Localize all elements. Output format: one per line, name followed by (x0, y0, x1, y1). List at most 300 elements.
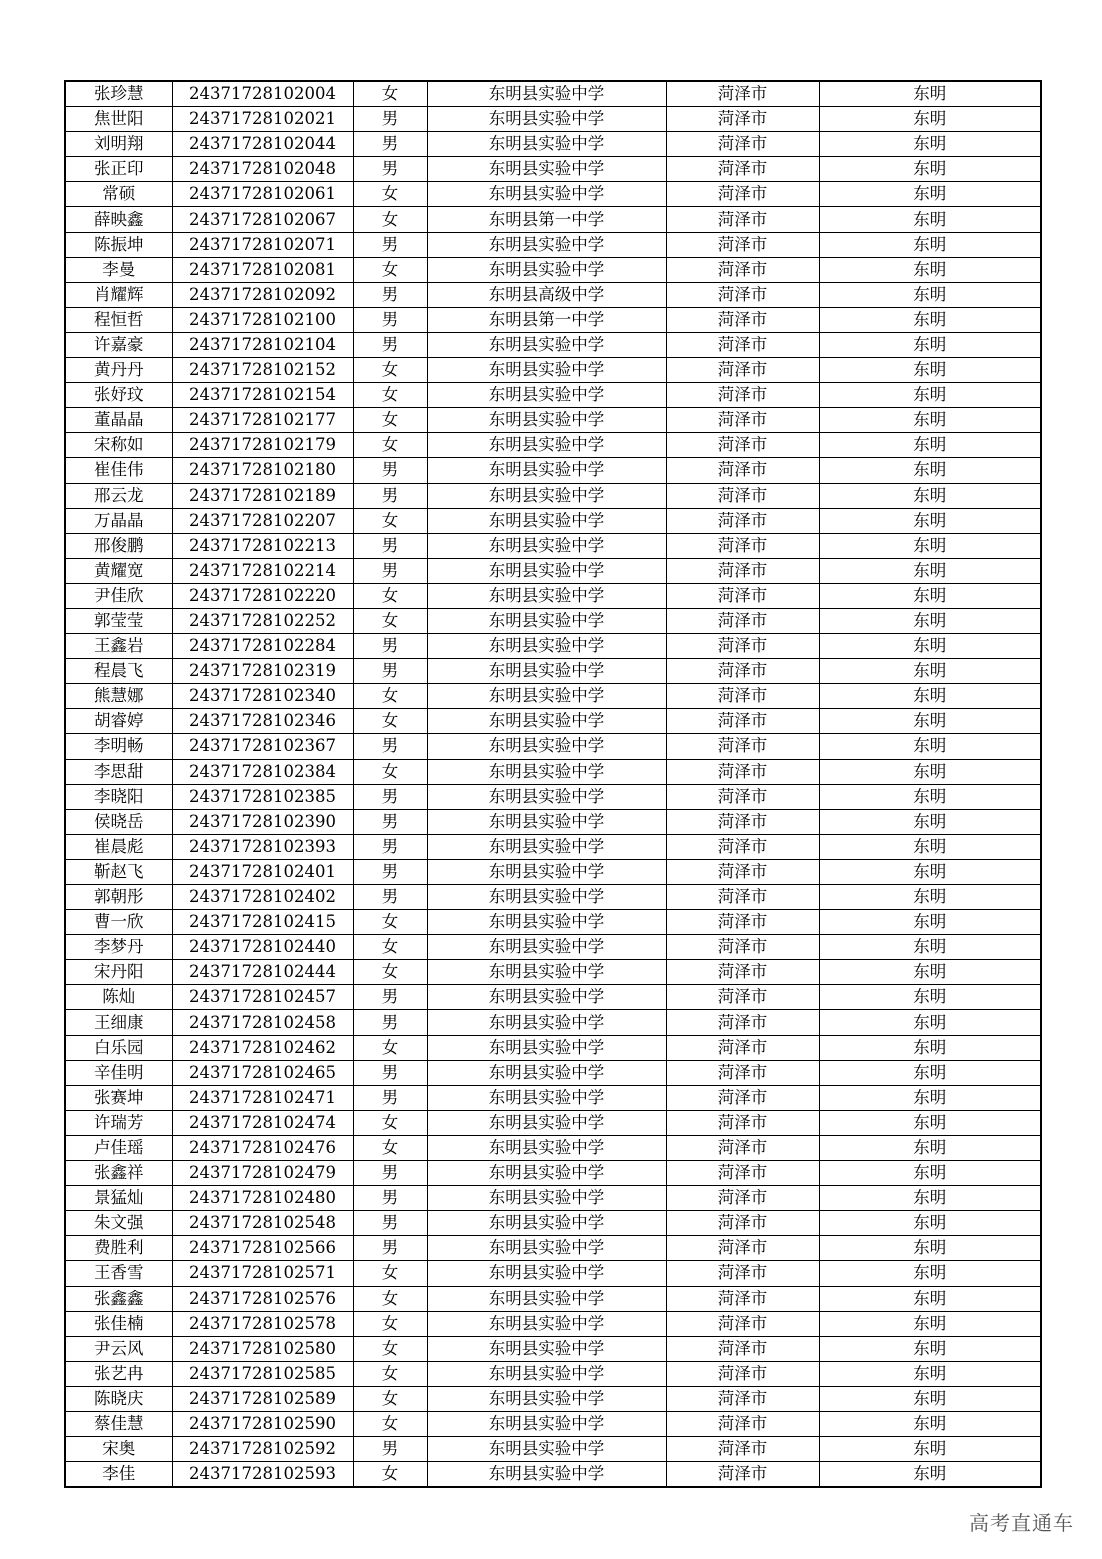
county-cell: 东明 (819, 132, 1041, 157)
county-cell: 东明 (819, 734, 1041, 759)
name-cell: 张鑫鑫 (65, 1286, 172, 1311)
gender-cell: 男 (353, 1211, 427, 1236)
gender-cell: 男 (353, 107, 427, 132)
city-cell: 菏泽市 (666, 332, 819, 357)
name-cell: 程晨飞 (65, 659, 172, 684)
gender-cell: 男 (353, 1060, 427, 1085)
name-cell: 曹一欣 (65, 910, 172, 935)
city-cell: 菏泽市 (666, 533, 819, 558)
county-cell: 东明 (819, 307, 1041, 332)
school-cell: 东明县实验中学 (427, 859, 666, 884)
county-cell: 东明 (819, 1261, 1041, 1286)
name-cell: 李晓阳 (65, 784, 172, 809)
gender-cell: 女 (353, 383, 427, 408)
gender-cell: 女 (353, 935, 427, 960)
county-cell: 东明 (819, 659, 1041, 684)
table-row (65, 1085, 1041, 1110)
school-cell: 东明县实验中学 (427, 1186, 666, 1211)
exam-number-cell: 24371728102476 (172, 1135, 353, 1160)
county-cell: 东明 (819, 1135, 1041, 1160)
name-cell: 黄丹丹 (65, 358, 172, 383)
student-list-table (64, 80, 1042, 1488)
exam-number-cell: 24371728102367 (172, 734, 353, 759)
city-cell: 菏泽市 (666, 834, 819, 859)
table-row (65, 608, 1041, 633)
gender-cell: 男 (353, 558, 427, 583)
city-cell: 菏泽市 (666, 1261, 819, 1286)
city-cell: 菏泽市 (666, 1161, 819, 1186)
county-cell: 东明 (819, 1211, 1041, 1236)
table-row (65, 1462, 1041, 1488)
school-cell: 东明县实验中学 (427, 1386, 666, 1411)
gender-cell: 女 (353, 257, 427, 282)
city-cell: 菏泽市 (666, 1110, 819, 1135)
table-row (65, 809, 1041, 834)
gender-cell: 男 (353, 784, 427, 809)
gender-cell: 女 (353, 960, 427, 985)
exam-number-cell: 24371728102580 (172, 1336, 353, 1361)
school-cell: 东明县实验中学 (427, 885, 666, 910)
name-cell: 薛映鑫 (65, 207, 172, 232)
city-cell: 菏泽市 (666, 985, 819, 1010)
table-row (65, 282, 1041, 307)
name-cell: 宋称如 (65, 433, 172, 458)
school-cell: 东明县实验中学 (427, 659, 666, 684)
city-cell: 菏泽市 (666, 1361, 819, 1386)
city-cell: 菏泽市 (666, 182, 819, 207)
exam-number-cell: 24371728102401 (172, 859, 353, 884)
school-cell: 东明县实验中学 (427, 1010, 666, 1035)
city-cell: 菏泽市 (666, 207, 819, 232)
school-cell: 东明县实验中学 (427, 383, 666, 408)
gender-cell: 男 (353, 885, 427, 910)
city-cell: 菏泽市 (666, 784, 819, 809)
table-row (65, 1311, 1041, 1336)
name-cell: 张妤玟 (65, 383, 172, 408)
table-row (65, 759, 1041, 784)
county-cell: 东明 (819, 257, 1041, 282)
gender-cell: 男 (353, 634, 427, 659)
table-row (65, 834, 1041, 859)
exam-number-cell: 24371728102004 (172, 81, 353, 107)
county-cell: 东明 (819, 1386, 1041, 1411)
name-cell: 陈振坤 (65, 232, 172, 257)
gender-cell: 男 (353, 985, 427, 1010)
county-cell: 东明 (819, 458, 1041, 483)
school-cell: 东明县实验中学 (427, 834, 666, 859)
gender-cell: 女 (353, 910, 427, 935)
school-cell: 东明县实验中学 (427, 433, 666, 458)
city-cell: 菏泽市 (666, 885, 819, 910)
county-cell: 东明 (819, 1010, 1041, 1035)
county-cell: 东明 (819, 1110, 1041, 1135)
gender-cell: 男 (353, 1085, 427, 1110)
county-cell: 东明 (819, 383, 1041, 408)
gender-cell: 女 (353, 207, 427, 232)
table-body (65, 81, 1041, 1487)
exam-number-cell: 24371728102457 (172, 985, 353, 1010)
table-row (65, 232, 1041, 257)
table-row (65, 1386, 1041, 1411)
name-cell: 宋奥 (65, 1437, 172, 1462)
gender-cell: 男 (353, 859, 427, 884)
table-row (65, 107, 1041, 132)
name-cell: 程恒哲 (65, 307, 172, 332)
city-cell: 菏泽市 (666, 282, 819, 307)
gender-cell: 女 (353, 1386, 427, 1411)
county-cell: 东明 (819, 1085, 1041, 1110)
name-cell: 陈灿 (65, 985, 172, 1010)
table-row (65, 483, 1041, 508)
county-cell: 东明 (819, 558, 1041, 583)
name-cell: 张艺冉 (65, 1361, 172, 1386)
exam-number-cell: 24371728102390 (172, 809, 353, 834)
gender-cell: 男 (353, 1236, 427, 1261)
exam-number-cell: 24371728102585 (172, 1361, 353, 1386)
school-cell: 东明县实验中学 (427, 1437, 666, 1462)
county-cell: 东明 (819, 960, 1041, 985)
school-cell: 东明县实验中学 (427, 358, 666, 383)
county-cell: 东明 (819, 809, 1041, 834)
city-cell: 菏泽市 (666, 1085, 819, 1110)
gender-cell: 女 (353, 1035, 427, 1060)
gender-cell: 男 (353, 157, 427, 182)
county-cell: 东明 (819, 935, 1041, 960)
table-row (65, 1186, 1041, 1211)
county-cell: 东明 (819, 1462, 1041, 1488)
county-cell: 东明 (819, 332, 1041, 357)
county-cell: 东明 (819, 1060, 1041, 1085)
exam-number-cell: 24371728102571 (172, 1261, 353, 1286)
exam-number-cell: 24371728102319 (172, 659, 353, 684)
school-cell: 东明县实验中学 (427, 960, 666, 985)
name-cell: 尹云风 (65, 1336, 172, 1361)
city-cell: 菏泽市 (666, 935, 819, 960)
gender-cell: 男 (353, 809, 427, 834)
exam-number-cell: 24371728102444 (172, 960, 353, 985)
exam-number-cell: 24371728102284 (172, 634, 353, 659)
exam-number-cell: 24371728102566 (172, 1236, 353, 1261)
gender-cell: 女 (353, 709, 427, 734)
table-row (65, 709, 1041, 734)
school-cell: 东明县实验中学 (427, 1085, 666, 1110)
city-cell: 菏泽市 (666, 1135, 819, 1160)
county-cell: 东明 (819, 182, 1041, 207)
city-cell: 菏泽市 (666, 1060, 819, 1085)
table-row (65, 332, 1041, 357)
county-cell: 东明 (819, 859, 1041, 884)
gender-cell: 女 (353, 1411, 427, 1436)
name-cell: 李佳 (65, 1462, 172, 1488)
county-cell: 东明 (819, 508, 1041, 533)
city-cell: 菏泽市 (666, 759, 819, 784)
exam-number-cell: 24371728102393 (172, 834, 353, 859)
school-cell: 东明县实验中学 (427, 608, 666, 633)
exam-number-cell: 24371728102340 (172, 684, 353, 709)
school-cell: 东明县实验中学 (427, 508, 666, 533)
name-cell: 熊慧娜 (65, 684, 172, 709)
table-row (65, 1437, 1041, 1462)
school-cell: 东明县实验中学 (427, 1161, 666, 1186)
name-cell: 王香雪 (65, 1261, 172, 1286)
school-cell: 东明县实验中学 (427, 634, 666, 659)
gender-cell: 男 (353, 734, 427, 759)
city-cell: 菏泽市 (666, 1462, 819, 1488)
table-row (65, 81, 1041, 107)
exam-number-cell: 24371728102061 (172, 182, 353, 207)
name-cell: 许瑞芳 (65, 1110, 172, 1135)
name-cell: 李梦丹 (65, 935, 172, 960)
name-cell: 辛佳明 (65, 1060, 172, 1085)
exam-number-cell: 24371728102593 (172, 1462, 353, 1488)
table-row (65, 1010, 1041, 1035)
table-row (65, 157, 1041, 182)
school-cell: 东明县实验中学 (427, 1411, 666, 1436)
county-cell: 东明 (819, 1186, 1041, 1211)
exam-number-cell: 24371728102590 (172, 1411, 353, 1436)
exam-number-cell: 24371728102220 (172, 583, 353, 608)
table-row (65, 433, 1041, 458)
school-cell: 东明县实验中学 (427, 1060, 666, 1085)
school-cell: 东明县实验中学 (427, 483, 666, 508)
city-cell: 菏泽市 (666, 157, 819, 182)
exam-number-cell: 24371728102067 (172, 207, 353, 232)
table-row (65, 533, 1041, 558)
county-cell: 东明 (819, 1411, 1041, 1436)
name-cell: 李思甜 (65, 759, 172, 784)
exam-number-cell: 24371728102479 (172, 1161, 353, 1186)
city-cell: 菏泽市 (666, 1386, 819, 1411)
city-cell: 菏泽市 (666, 558, 819, 583)
name-cell: 张赛坤 (65, 1085, 172, 1110)
gender-cell: 女 (353, 759, 427, 784)
county-cell: 东明 (819, 107, 1041, 132)
table-row (65, 558, 1041, 583)
school-cell: 东明县实验中学 (427, 1261, 666, 1286)
county-cell: 东明 (819, 985, 1041, 1010)
table-row (65, 132, 1041, 157)
gender-cell: 女 (353, 1135, 427, 1160)
table-row (65, 1236, 1041, 1261)
school-cell: 东明县实验中学 (427, 935, 666, 960)
exam-number-cell: 24371728102021 (172, 107, 353, 132)
exam-number-cell: 24371728102402 (172, 885, 353, 910)
school-cell: 东明县实验中学 (427, 1336, 666, 1361)
name-cell: 张佳楠 (65, 1311, 172, 1336)
county-cell: 东明 (819, 583, 1041, 608)
exam-number-cell: 24371728102548 (172, 1211, 353, 1236)
table-row (65, 458, 1041, 483)
county-cell: 东明 (819, 1236, 1041, 1261)
table-row (65, 910, 1041, 935)
school-cell: 东明县实验中学 (427, 709, 666, 734)
county-cell: 东明 (819, 1161, 1041, 1186)
table-row (65, 383, 1041, 408)
table-row (65, 1161, 1041, 1186)
name-cell: 张鑫祥 (65, 1161, 172, 1186)
city-cell: 菏泽市 (666, 910, 819, 935)
table-row (65, 859, 1041, 884)
city-cell: 菏泽市 (666, 709, 819, 734)
gender-cell: 男 (353, 232, 427, 257)
school-cell: 东明县实验中学 (427, 1110, 666, 1135)
name-cell: 郭莹莹 (65, 608, 172, 633)
exam-number-cell: 24371728102415 (172, 910, 353, 935)
exam-number-cell: 24371728102384 (172, 759, 353, 784)
city-cell: 菏泽市 (666, 1236, 819, 1261)
table-row (65, 1035, 1041, 1060)
gender-cell: 男 (353, 282, 427, 307)
table-row (65, 1336, 1041, 1361)
school-cell: 东明县实验中学 (427, 1361, 666, 1386)
school-cell: 东明县实验中学 (427, 1311, 666, 1336)
school-cell: 东明县实验中学 (427, 809, 666, 834)
city-cell: 菏泽市 (666, 232, 819, 257)
table-row (65, 659, 1041, 684)
exam-number-cell: 24371728102458 (172, 1010, 353, 1035)
name-cell: 尹佳欣 (65, 583, 172, 608)
gender-cell: 女 (353, 1261, 427, 1286)
county-cell: 东明 (819, 1286, 1041, 1311)
exam-number-cell: 24371728102100 (172, 307, 353, 332)
city-cell: 菏泽市 (666, 1437, 819, 1462)
school-cell: 东明县第一中学 (427, 307, 666, 332)
city-cell: 菏泽市 (666, 859, 819, 884)
county-cell: 东明 (819, 709, 1041, 734)
exam-number-cell: 24371728102480 (172, 1186, 353, 1211)
name-cell: 张珍慧 (65, 81, 172, 107)
name-cell: 景猛灿 (65, 1186, 172, 1211)
table-row (65, 257, 1041, 282)
table-row (65, 784, 1041, 809)
city-cell: 菏泽市 (666, 383, 819, 408)
gender-cell: 男 (353, 1010, 427, 1035)
exam-number-cell: 24371728102462 (172, 1035, 353, 1060)
city-cell: 菏泽市 (666, 1311, 819, 1336)
table-row (65, 207, 1041, 232)
gender-cell: 女 (353, 358, 427, 383)
city-cell: 菏泽市 (666, 1211, 819, 1236)
gender-cell: 男 (353, 1186, 427, 1211)
city-cell: 菏泽市 (666, 508, 819, 533)
name-cell: 李明畅 (65, 734, 172, 759)
school-cell: 东明县实验中学 (427, 107, 666, 132)
school-cell: 东明县实验中学 (427, 583, 666, 608)
exam-number-cell: 24371728102465 (172, 1060, 353, 1085)
city-cell: 菏泽市 (666, 809, 819, 834)
city-cell: 菏泽市 (666, 132, 819, 157)
school-cell: 东明县实验中学 (427, 910, 666, 935)
table-row (65, 1110, 1041, 1135)
exam-number-cell: 24371728102214 (172, 558, 353, 583)
school-cell: 东明县实验中学 (427, 81, 666, 107)
county-cell: 东明 (819, 834, 1041, 859)
county-cell: 东明 (819, 157, 1041, 182)
exam-number-cell: 24371728102474 (172, 1110, 353, 1135)
city-cell: 菏泽市 (666, 583, 819, 608)
exam-number-cell: 24371728102592 (172, 1437, 353, 1462)
city-cell: 菏泽市 (666, 257, 819, 282)
gender-cell: 女 (353, 684, 427, 709)
name-cell: 王细康 (65, 1010, 172, 1035)
county-cell: 东明 (819, 1336, 1041, 1361)
gender-cell: 男 (353, 1437, 427, 1462)
school-cell: 东明县实验中学 (427, 408, 666, 433)
table-row (65, 1060, 1041, 1085)
gender-cell: 女 (353, 608, 427, 633)
county-cell: 东明 (819, 608, 1041, 633)
gender-cell: 男 (353, 458, 427, 483)
school-cell: 东明县实验中学 (427, 1211, 666, 1236)
gender-cell: 男 (353, 834, 427, 859)
city-cell: 菏泽市 (666, 1010, 819, 1035)
county-cell: 东明 (819, 81, 1041, 107)
county-cell: 东明 (819, 533, 1041, 558)
name-cell: 崔佳伟 (65, 458, 172, 483)
school-cell: 东明县实验中学 (427, 759, 666, 784)
gender-cell: 男 (353, 132, 427, 157)
county-cell: 东明 (819, 358, 1041, 383)
school-cell: 东明县实验中学 (427, 1035, 666, 1060)
school-cell: 东明县实验中学 (427, 132, 666, 157)
county-cell: 东明 (819, 784, 1041, 809)
county-cell: 东明 (819, 483, 1041, 508)
gender-cell: 男 (353, 483, 427, 508)
school-cell: 东明县实验中学 (427, 1135, 666, 1160)
table-row (65, 408, 1041, 433)
gender-cell: 女 (353, 81, 427, 107)
city-cell: 菏泽市 (666, 483, 819, 508)
exam-number-cell: 24371728102179 (172, 433, 353, 458)
table-row (65, 1135, 1041, 1160)
table-row (65, 307, 1041, 332)
name-cell: 侯晓岳 (65, 809, 172, 834)
school-cell: 东明县实验中学 (427, 1462, 666, 1488)
county-cell: 东明 (819, 885, 1041, 910)
gender-cell: 女 (353, 1110, 427, 1135)
county-cell: 东明 (819, 1311, 1041, 1336)
gender-cell: 女 (353, 508, 427, 533)
name-cell: 宋丹阳 (65, 960, 172, 985)
name-cell: 朱文强 (65, 1211, 172, 1236)
gender-cell: 男 (353, 332, 427, 357)
school-cell: 东明县实验中学 (427, 1236, 666, 1261)
city-cell: 菏泽市 (666, 634, 819, 659)
name-cell: 费胜利 (65, 1236, 172, 1261)
gender-cell: 女 (353, 408, 427, 433)
exam-number-cell: 24371728102578 (172, 1311, 353, 1336)
city-cell: 菏泽市 (666, 408, 819, 433)
school-cell: 东明县实验中学 (427, 533, 666, 558)
exam-number-cell: 24371728102189 (172, 483, 353, 508)
school-cell: 东明县实验中学 (427, 182, 666, 207)
gender-cell: 女 (353, 1311, 427, 1336)
county-cell: 东明 (819, 1361, 1041, 1386)
school-cell: 东明县实验中学 (427, 1286, 666, 1311)
exam-number-cell: 24371728102207 (172, 508, 353, 533)
table-row (65, 1411, 1041, 1436)
county-cell: 东明 (819, 759, 1041, 784)
city-cell: 菏泽市 (666, 608, 819, 633)
name-cell: 刘明翔 (65, 132, 172, 157)
gender-cell: 男 (353, 1161, 427, 1186)
county-cell: 东明 (819, 232, 1041, 257)
name-cell: 胡睿婷 (65, 709, 172, 734)
name-cell: 陈晓庆 (65, 1386, 172, 1411)
name-cell: 邢俊鹏 (65, 533, 172, 558)
school-cell: 东明县实验中学 (427, 684, 666, 709)
county-cell: 东明 (819, 433, 1041, 458)
